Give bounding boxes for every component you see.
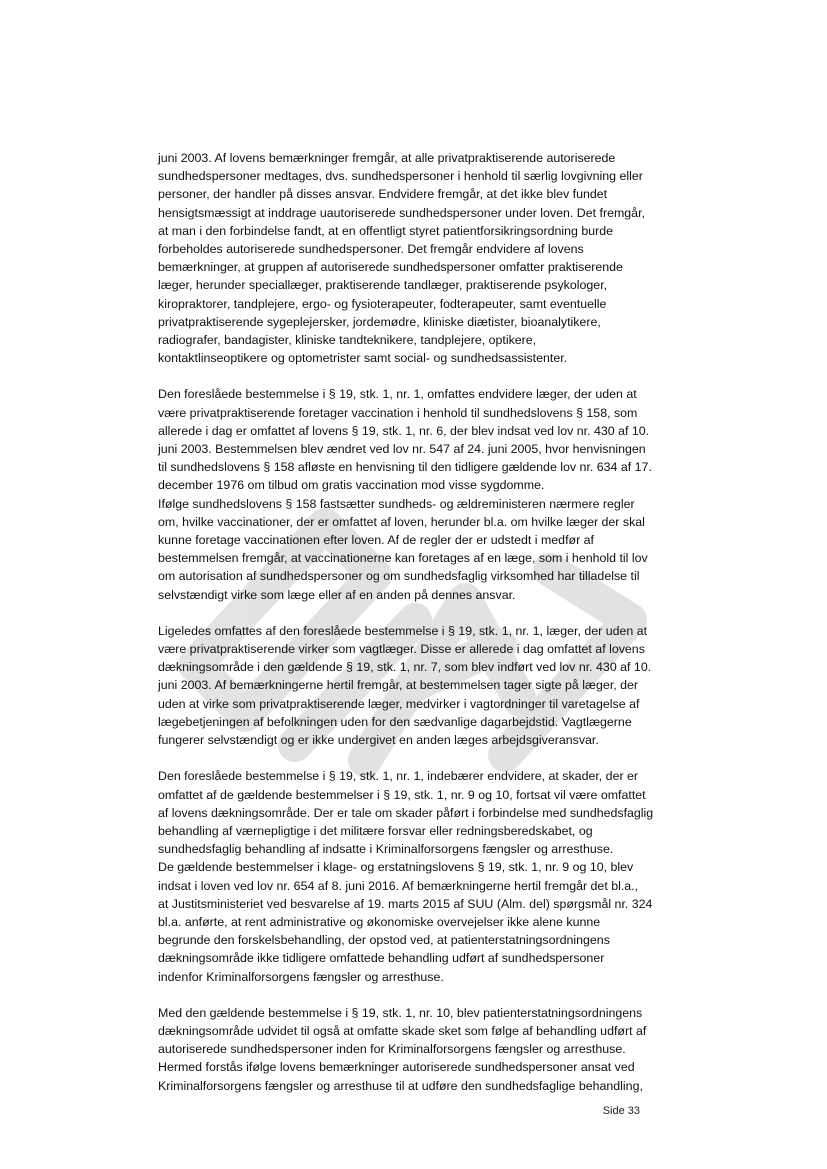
- text-line: personer, der handler på disses ansvar. Endvidere fremgår, at det ikke blev fundet: [158, 187, 608, 202]
- paragraph: [158, 767, 673, 985]
- paragraph: [158, 149, 673, 367]
- text-line: sundhedsfaglig behandling af indsatte i Kriminalforsorgens fængsler og arresthuse.: [158, 842, 614, 857]
- paragraph: [158, 622, 673, 749]
- text-line: Ligeledes omfattes af den foreslåede bestemmelse i § 19, stk. 1, nr. 1, læger, der uden at: [158, 623, 648, 638]
- text-line: privatpraktiserende sygeplejersker, jordemødre, kliniske diætister, bioanalytikere,: [158, 314, 601, 329]
- text-line: læger, herunder speciallæger, praktiserende tandlæger, praktiserende psykologer,: [158, 278, 608, 293]
- text-line: lægebetjeningen af befolkningen uden for den sædvanlige dagarbejdstid. Vagtlægerne: [158, 714, 632, 729]
- text-line: være privatpraktiserende virker som vagtlæger. Disse er allerede i dag omfattet af lovens: [158, 642, 645, 657]
- text-line: juni 2003. Af bemærkningerne hertil fremgår, at bestemmelsen tager sigte på læger, der: [158, 678, 639, 693]
- paragraph: [158, 1004, 673, 1095]
- text-line: indenfor Kriminalforsorgens fængsler og arresthuse.: [158, 969, 444, 984]
- text-line: til sundhedslovens § 158 afløste en henvisning til den tidligere gældende lov nr. 634 af 17.: [158, 460, 652, 475]
- text-line: allerede i dag er omfattet af lovens § 19, stk. 1, nr. 6, der blev indsat ved lov nr. 430 af 10.: [158, 423, 650, 438]
- text-line: kiropraktorer, tandplejere, ergo- og fysioterapeuter, fodterapeuter, samt eventuelle: [158, 296, 607, 311]
- text-line: Den foreslåede bestemmelse i § 19, stk. 1, nr. 1, omfattes endvidere læger, der uden at: [158, 387, 637, 402]
- page-number: Side 33: [602, 1105, 640, 1117]
- text-line: af lovens dækningsområde. Der er tale om skader påført i forbindelse med sundhedsfaglig: [158, 805, 654, 820]
- text-line: autoriserede sundhedspersoner inden for Kriminalforsorgens fængsler og arresthuse.: [158, 1042, 626, 1057]
- text-line: omfattet af de gældende bestemmelser i § 19, stk. 1, nr. 9 og 10, fortsat vil være omfattet: [158, 787, 646, 802]
- text-line: bemærkninger, at gruppen af autoriserede sundhedspersoner omfatter praktiserende: [158, 260, 623, 275]
- text-line: radiografer, bandagister, kliniske tandteknikere, tandplejere, optikere,: [158, 333, 537, 348]
- text-line: juni 2003. Af lovens bemærkninger fremgår, at alle privatpraktiserende autoriserede: [158, 151, 616, 165]
- text-line: dækningsområde ikke tidligere omfattede behandling udført af sundhedspersoner: [158, 951, 605, 966]
- text-line: bl.a. anførte, at rent administrative og økonomiske overvejelser ikke alene kunne: [158, 914, 601, 929]
- text-line: forbeholdes autoriserede sundhedspersoner. Det fremgår endvidere af lovens: [158, 242, 584, 257]
- text-line: Med den gældende bestemmelse i § 19, stk. 1, nr. 10, blev patienterstatningsordningens: [158, 1005, 643, 1020]
- text-line: fungerer selvstændigt og er ikke undergivet en anden læges arbejdsgiveransvar.: [158, 733, 599, 748]
- text-line: om, hvilke vaccinationer, der er omfattet af loven, herunder bl.a. om hvilke læger der skal: [158, 514, 645, 529]
- text-line: være privatpraktiserende foretager vaccination i henhold til sundhedslovens § 158, som: [158, 405, 638, 420]
- text-line: sundhedspersoner medtages, dvs. sundhedspersoner i henhold til særlig lovgivning eller: [158, 169, 643, 184]
- text-line: Hermed forstås ifølge lovens bemærkninger autoriserede sundhedspersoner ansat ved: [158, 1060, 635, 1075]
- text-line: at Justitsministeriet ved besvarelse af 19. marts 2015 af SUU (Alm. del) spørgsmål nr. 324: [158, 896, 653, 911]
- text-line: hensigtsmæssigt at inddrage uautoriserede sundhedspersoner under loven. Det fremgår,: [158, 205, 645, 220]
- text-line: kunne foretage vaccinationen efter loven. Af de regler der er udstedt i medfør af: [158, 533, 594, 548]
- text-line: Ifølge sundhedslovens § 158 fastsætter sundheds- og ældreministeren nærmere regler: [158, 496, 635, 511]
- text-line: dækningsområde i den gældende § 19, stk. 1, nr. 7, som blev indført ved lov nr. 430 af 10.: [158, 660, 652, 675]
- document-body: [158, 149, 673, 1113]
- text-line: behandling af værnepligtige i det militære forsvar eller redningsberedskabet, og: [158, 823, 593, 838]
- text-line: juni 2003. Bestemmelsen blev ændret ved lov nr. 547 af 24. juni 2005, hvor henvisningen: [158, 442, 646, 457]
- text-line: Kriminalforsorgens fængsler og arresthuse til at udføre den sundhedsfaglige behandling,: [158, 1078, 643, 1093]
- text-line: dækningsområde udvidet til også at omfatte skade sket som følge af behandling udført af: [158, 1023, 647, 1038]
- text-line: uden at virke som privatpraktiserende læger, medvirker i vagtordninger til varetagelse af: [158, 696, 640, 711]
- text-line: bestemmelsen fremgår, at vaccinationerne kan foretages af en læge, som i henhold til lov: [158, 551, 648, 566]
- text-line: Den foreslåede bestemmelse i § 19, stk. 1, nr. 1, indebærer endvidere, at skader, der er: [158, 769, 639, 784]
- text-line: at man i den forbindelse fandt, at en offentligt styret patientforsikringsordning burde: [158, 223, 614, 238]
- text-line: selvstændigt virke som læge eller af en anden på dennes ansvar.: [158, 587, 516, 602]
- text-line: kontaktlinseoptikere og optometrister samt social- og sundhedsassistenter.: [158, 351, 568, 366]
- text-line: De gældende bestemmelser i klage- og erstatningslovens § 19, stk. 1, nr. 9 og 10, blev: [158, 860, 634, 875]
- paragraph: [158, 385, 673, 603]
- text-line: december 1976 om tilbud om gratis vaccination mod visse sygdomme.: [158, 478, 545, 493]
- text-line: om autorisation af sundhedspersoner og om sundhedsfaglig virksomhed har tilladelse til: [158, 569, 640, 584]
- text-line: indsat i loven ved lov nr. 654 af 8. juni 2016. Af bemærkningerne hertil fremgår det bl.a.,: [158, 878, 639, 893]
- text-line: begrunde den forskelsbehandling, der opstod ved, at patienterstatningsordningens: [158, 933, 610, 948]
